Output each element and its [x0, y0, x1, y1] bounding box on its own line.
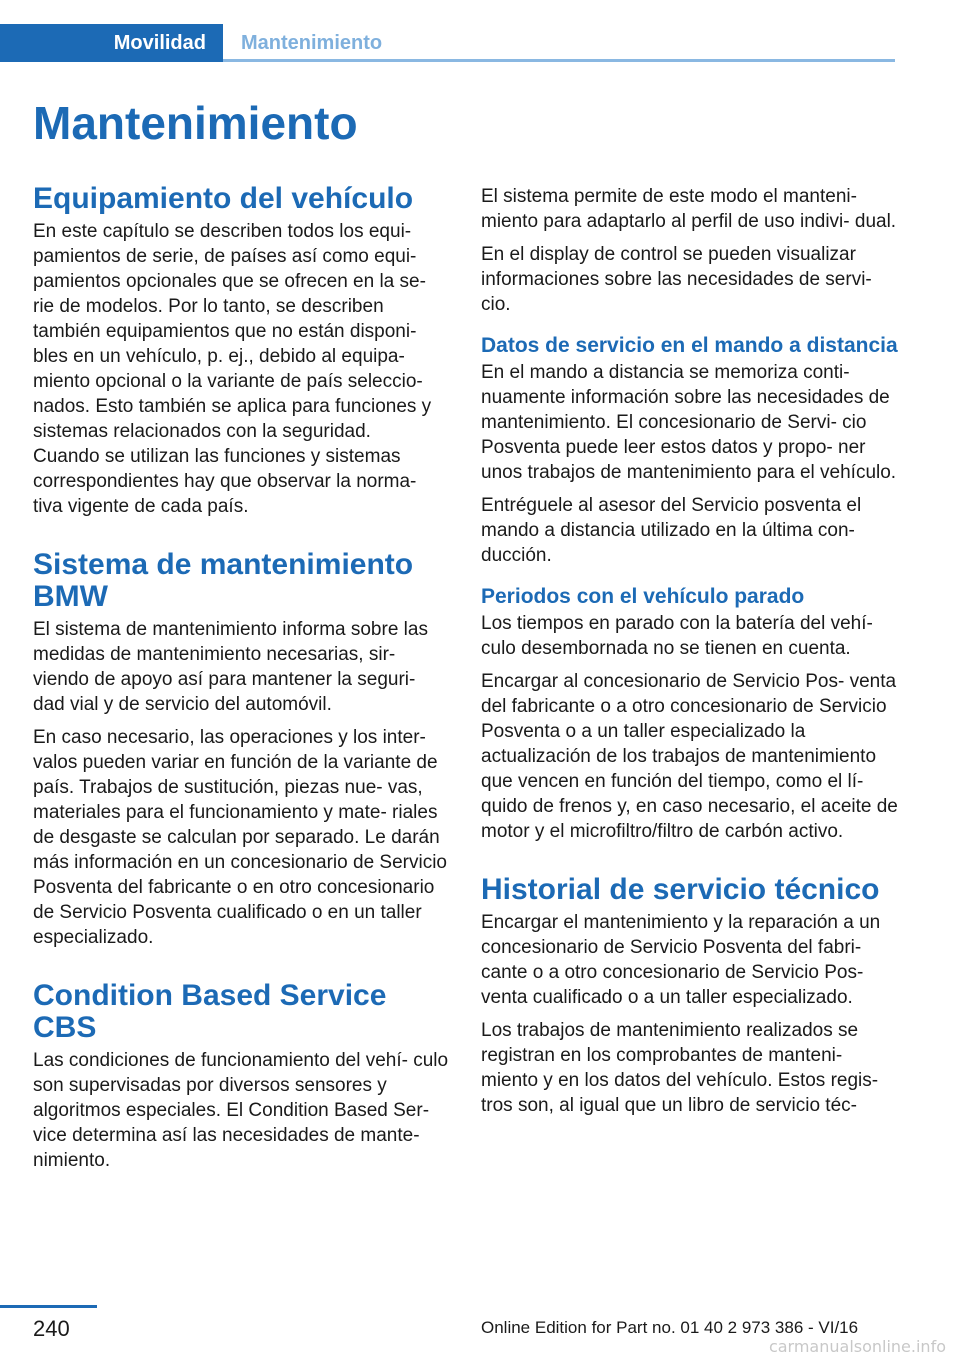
paragraph: En el mando a distancia se memoriza conti‐ nuamente información sobre las necesidades de mantenimiento. El concesionario de Servi‐ cio Posventa puede leer estos datos y propo‐ ner unos trabajos de mantenimiento para el vehículo.: [481, 362, 897, 483]
heading-condition-based-service: Condition Based Service CBS: [33, 979, 387, 1044]
paragraph: El sistema permite de este modo el manteni‐ miento para adaptarlo al perfil de uso indivi‐ dual.: [481, 186, 897, 232]
watermark: carmanualsonline.info: [768, 1337, 946, 1356]
paragraph: En el display de control se pueden visualizar informaciones sobre las necesidades de servi‐ cio.: [481, 244, 872, 315]
heading-sistema-mantenimiento: Sistema de mantenimiento BMW: [33, 548, 414, 613]
chapter-tab: Mantenimiento: [241, 31, 383, 54]
footer-rule: [0, 1305, 97, 1308]
right-column: [481, 184, 899, 1126]
page-number: 240: [33, 1316, 70, 1341]
header-rule: [223, 59, 895, 62]
left-column: [33, 183, 451, 1181]
heading-equipamiento: Equipamiento del vehículo: [33, 182, 414, 215]
paragraph: El sistema de mantenimiento informa sobre las medidas de mantenimiento necesarias, sir‐ viendo de apoyo así para mantener la seguri‐ dad vial y de servicio del automóvil.: [33, 619, 428, 715]
heading-datos-servicio: Datos de servicio en el mando a distancia: [481, 334, 898, 357]
paragraph: Encargar el mantenimiento y la reparación a un concesionario de Servicio Posventa del fabri‐ cante o a otro concesionario de Servicio Pos‐ venta cualificado o a un taller especializado.: [481, 912, 881, 1008]
paragraph: Los tiempos en parado con la batería del vehí‐ culo desembornada no se tienen en cuenta.: [481, 613, 873, 659]
heading-historial-servicio: Historial de servicio técnico: [481, 873, 880, 906]
section-tab: Movilidad: [0, 24, 223, 62]
paragraph: Entréguele al asesor del Servicio posventa el mando a distancia utilizado en la última con‐ ducción.: [481, 495, 862, 566]
paragraph: Las condiciones de funcionamiento del vehí‐ culo son supervisadas por diversos sensores y algoritmos especiales. El Condition Based Ser‐ vice determina así las necesidades de mante‐ nimiento.: [33, 1050, 449, 1171]
chapter-title: Mantenimiento: [33, 97, 358, 149]
paragraph: En caso necesario, las operaciones y los inter‐ valos pueden variar en función de la variante de país. Trabajos de sustitución, piezas nue‐ vas, materiales para el funcionamiento y mate‐ riales de desgaste se calculan por separado. Le darán más información en un concesionario de Servicio Posventa del fabricante o en otro concesionario de Servicio Posventa cualificado o en un taller especializado.: [33, 727, 447, 948]
heading-periodos-parado: Periodos con el vehículo parado: [481, 585, 805, 608]
edition-note: Online Edition for Part no. 01 40 2 973 386 - VI/16: [481, 1318, 859, 1337]
paragraph: En este capítulo se describen todos los equi‐ pamientos de serie, de países así como equi‐ pamientos opcionales que se ofrecen en la se‐ rie de modelos. Por lo tanto, se describen también equipamientos que no están disponi‐ bles en un vehículo, p. ej., debido al equipa‐ miento opcional o la variante de país seleccio‐ nados. Esto también se aplica para funciones y sistemas relacionados con la seguridad.: [33, 221, 432, 442]
paragraph: Encargar al concesionario de Servicio Pos‐ venta del fabricante o a otro concesionario de Servicio Posventa o a un taller especializado la actualización de los trabajos de mantenimiento que vencen en función del tiempo, como el lí‐ quido de frenos y, en caso necesario, el aceite de motor y el microfiltro/filtro de carbón activo.: [481, 671, 898, 842]
page-header: [0, 24, 895, 62]
paragraph: Los trabajos de mantenimiento realizados se registran en los comprobantes de manteni‐ miento y en los datos del vehículo. Estos regis‐ tros son, al igual que un libro de servicio téc‐: [481, 1020, 879, 1116]
paragraph: Cuando se utilizan las funciones y sistemas correspondientes hay que observar la norma‐ tiva vigente de cada país.: [33, 446, 417, 517]
